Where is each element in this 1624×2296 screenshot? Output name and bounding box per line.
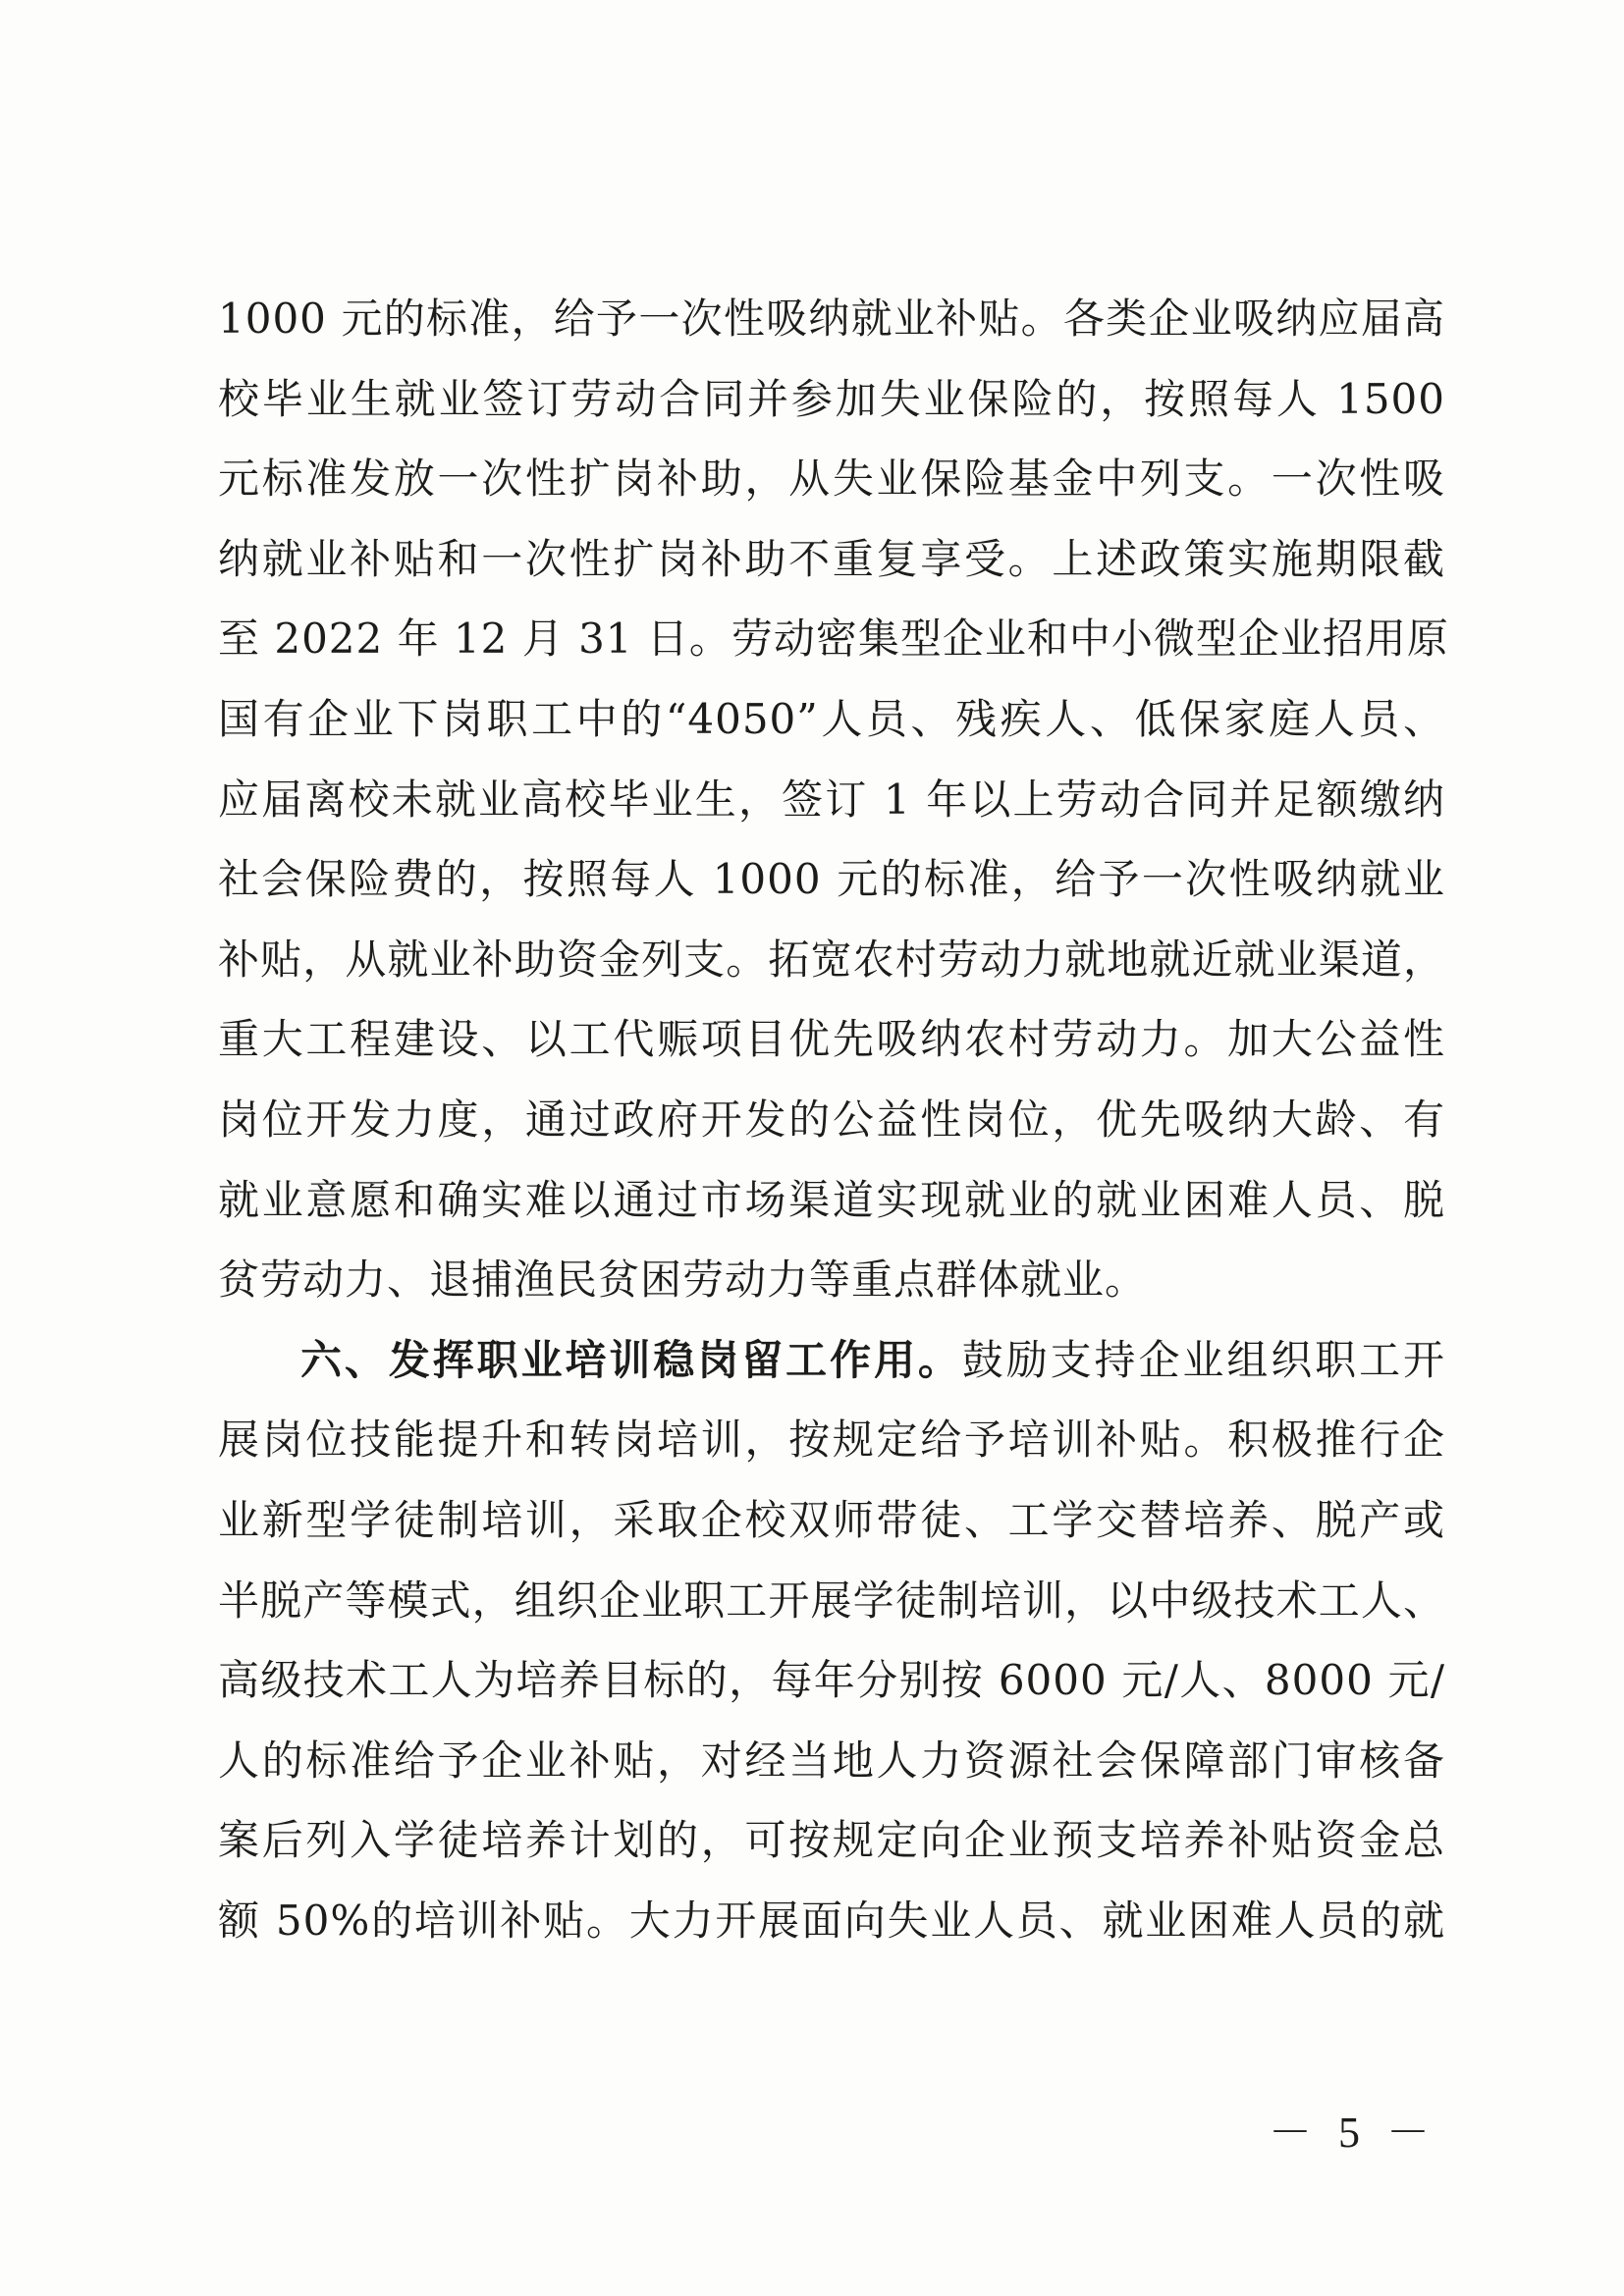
text-line: 补贴，从就业补助资金列支。拓宽农村劳动力就地就近就业渠道， xyxy=(218,934,1445,984)
text-line: 额 50%的培训补贴。大力开展面向失业人员、就业困难人员的就 xyxy=(218,1896,1445,1945)
text-line: 展岗位技能提升和转岗培训，按规定给予培训补贴。积极推行企 xyxy=(218,1415,1445,1465)
text-line: 高级技术工人为培养目标的，每年分别按 6000 元/人、8000 元/ xyxy=(218,1656,1445,1705)
text-line: 人的标准给予企业补贴，对经当地人力资源社会保障部门审核备 xyxy=(218,1735,1445,1785)
text-line: 业新型学徒制培训，采取企校双师带徒、工学交替培养、脱产或 xyxy=(218,1495,1445,1544)
text-line: 重大工程建设、以工代赈项目优先吸纳农村劳动力。加大公益性 xyxy=(218,1015,1445,1064)
section-six-first-line xyxy=(218,1320,1445,1401)
text-line: 贫劳动力、退捕渔民贫困劳动力等重点群体就业。 xyxy=(218,1255,1148,1305)
text-line: 至 2022 年 12 月 31 日。劳动密集型企业和中小微型企业招用原 xyxy=(218,614,1449,664)
text-line: 校毕业生就业签订劳动合同并参加失业保险的，按照每人 1500 xyxy=(218,374,1445,423)
text-line: 应届离校未就业高校毕业生，签订 1 年以上劳动合同并足额缴纳 xyxy=(218,774,1445,824)
section-heading: 六、发挥职业培训稳岗留工作用。 xyxy=(300,1335,962,1384)
text-line: 1000 元的标准，给予一次性吸纳就业补贴。各类企业吸纳应届高 xyxy=(218,294,1445,343)
text-line: 案后列入学徒培养计划的，可按规定向企业预支培养补贴资金总 xyxy=(218,1816,1445,1865)
text-line: 就业意愿和确实难以通过市场渠道实现就业的就业困难人员、脱 xyxy=(218,1175,1445,1224)
text-line: 岗位开发力度，通过政府开发的公益性岗位，优先吸纳大龄、有 xyxy=(218,1095,1445,1144)
text-line: 纳就业补贴和一次性扩岗补助不重复享受。上述政策实施期限截 xyxy=(218,534,1445,583)
text-line: 社会保险费的，按照每人 1000 元的标准，给予一次性吸纳就业 xyxy=(218,855,1445,904)
body-text xyxy=(218,279,1449,1960)
text-line: 半脱产等模式，组织企业职工开展学徒制培训，以中级技术工人、 xyxy=(218,1575,1445,1625)
page-number: － 5 － xyxy=(1269,2109,1437,2157)
text-line: 元标准发放一次性扩岗补助，从失业保险基金中列支。一次性吸 xyxy=(218,454,1445,504)
text-line: 国有企业下岗职工中的“4050”人员、残疾人、低保家庭人员、 xyxy=(218,694,1445,743)
section-first-line-text: 鼓励支持企业组织职工开 xyxy=(961,1335,1445,1384)
